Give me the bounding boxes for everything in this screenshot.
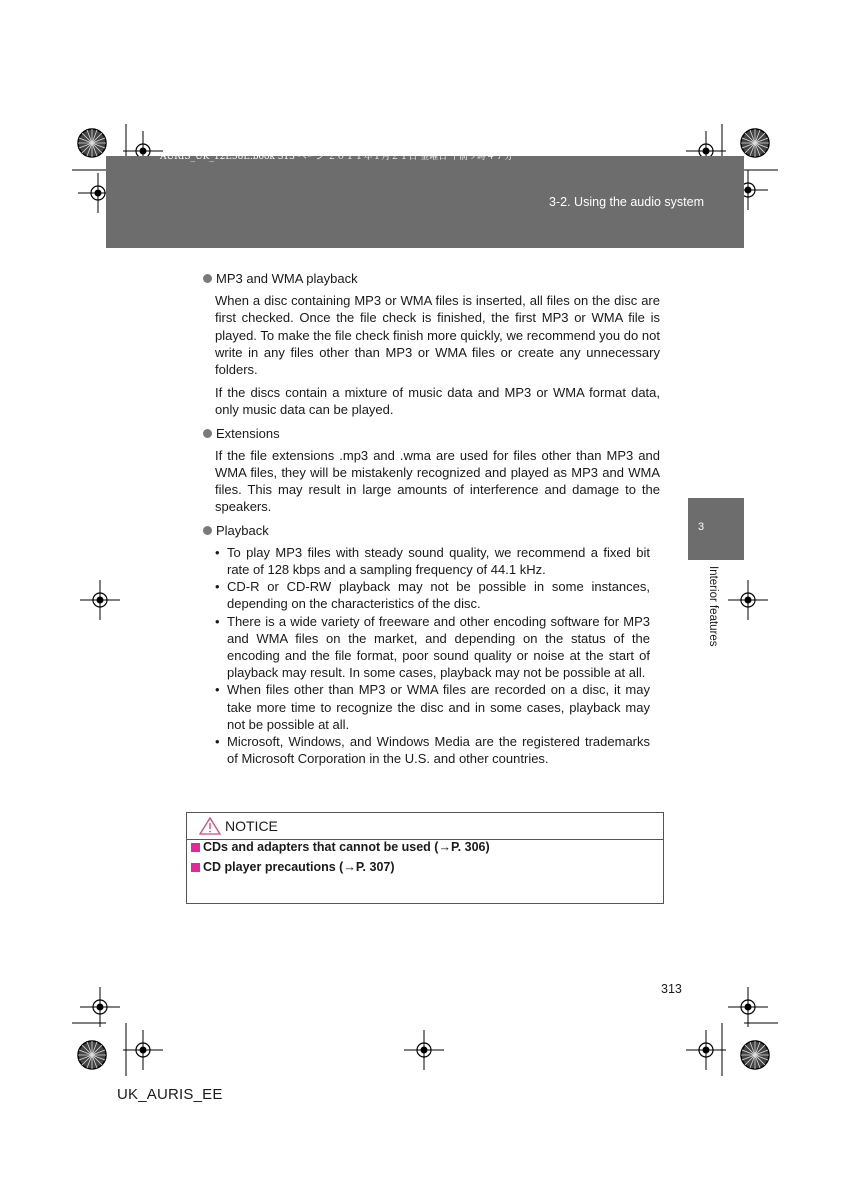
bullet-dot-icon bbox=[203, 526, 212, 535]
page-number: 313 bbox=[661, 982, 682, 996]
bullet-dot-icon bbox=[203, 429, 212, 438]
chapter-tab-number: 3 bbox=[698, 521, 705, 533]
section-heading bbox=[200, 270, 660, 287]
notice-item-text: CDs and adapters that cannot be used (→P. 306) bbox=[203, 840, 490, 854]
playback-list bbox=[215, 544, 660, 768]
document-code: UK_AURIS_EE bbox=[117, 1086, 223, 1103]
notice-item bbox=[191, 860, 663, 874]
list-item: • CD-R or CD-RW playback may not be possible in some instances, depending on the characteristics of the disc. bbox=[215, 578, 650, 612]
list-item: • When files other than MP3 or WMA files are recorded on a disc, it may take more time to recognize the disc and in some cases, playback may not be possible at all. bbox=[215, 681, 650, 733]
list-item: • To play MP3 files with steady sound quality, we recommend a fixed bit rate of 128 kbps and a sampling frequency of 44.1 kHz. bbox=[215, 544, 650, 578]
notice-box bbox=[186, 812, 664, 904]
notice-header bbox=[187, 813, 663, 840]
section-heading bbox=[200, 522, 660, 539]
main-content bbox=[200, 270, 660, 767]
chapter-tab-label: Interior features bbox=[707, 566, 719, 647]
paragraph: When a disc containing MP3 or WMA files is inserted, all files on the disc are first checked. Once the file check is finished, the first MP3 or WMA file is played. To make the file check finish more quickly, we recommend you do not write in any files other than MP3 or WMA files or create any unnecessary folders. bbox=[215, 293, 660, 378]
notice-title: NOTICE bbox=[225, 818, 278, 834]
section-heading-text: MP3 and WMA playback bbox=[216, 271, 358, 286]
square-bullet-icon bbox=[191, 843, 200, 852]
list-item: • There is a wide variety of freeware and other encoding software for MP3 and WMA files on the market, and depending on the status of the encoding and the file format, poor sound quality or noise at the start of playback may result. In some cases, playback may not be possible at all. bbox=[215, 613, 650, 682]
notice-item-text: CD player precautions (→P. 307) bbox=[203, 860, 395, 874]
section-heading bbox=[200, 425, 660, 442]
bullet-dot-icon bbox=[203, 274, 212, 283]
section-heading-text: Extensions bbox=[216, 425, 280, 441]
warning-triangle-icon bbox=[199, 817, 221, 835]
print-meta-line: AURIS_UK_12E58E.book 313 ページ ２０１１年１月２１日 金曜日 午前９時４７分 bbox=[160, 152, 514, 162]
chapter-tab[interactable] bbox=[688, 498, 744, 560]
paragraph: If the file extensions .mp3 and .wma are used for files other than MP3 and WMA files, they will be mistakenly recognized and played as MP3 and WMA files. This may result in large amounts of interference and damage to the speakers. bbox=[215, 447, 660, 515]
notice-item bbox=[191, 840, 663, 854]
paragraph: If the discs contain a mixture of music data and MP3 or WMA format data, only music data can be played. bbox=[215, 385, 660, 418]
square-bullet-icon bbox=[191, 863, 200, 872]
list-item: • Microsoft, Windows, and Windows Media are the registered trademarks of Microsoft Corporation in the U.S. and other countries. bbox=[215, 733, 650, 767]
section-title: 3-2. Using the audio system bbox=[549, 195, 704, 209]
section-heading-text: Playback bbox=[216, 522, 269, 538]
